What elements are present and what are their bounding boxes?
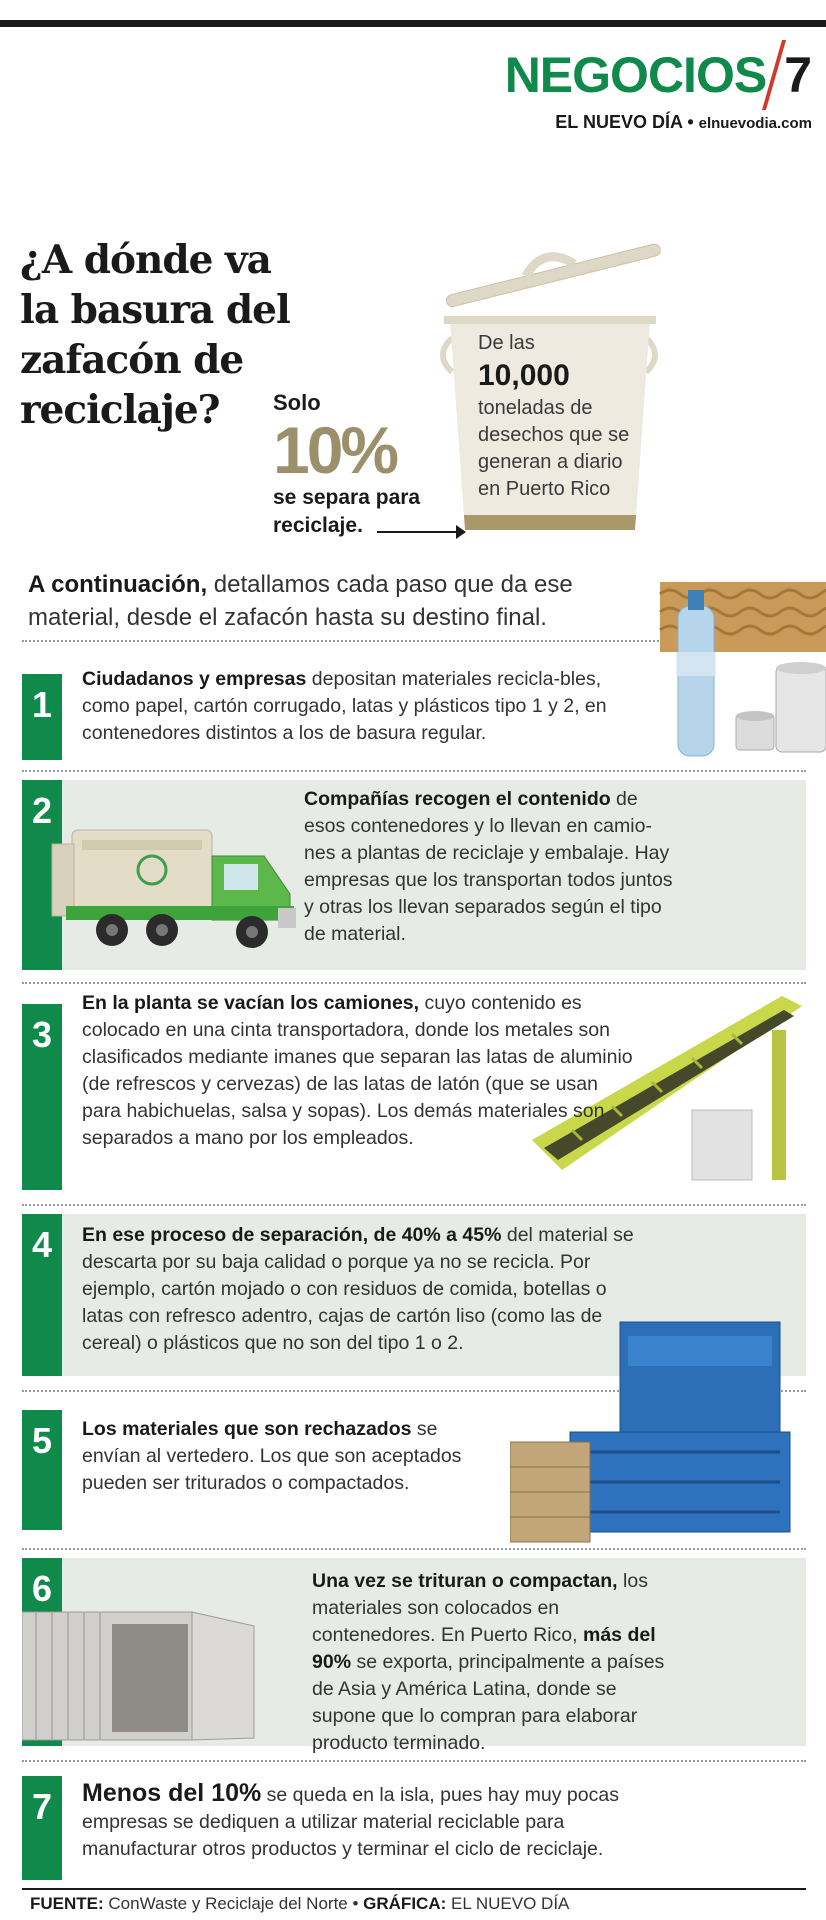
step-number: 4 [31,1224,53,1265]
step-number: 1 [31,684,53,725]
bin-pre: De las [478,332,535,354]
bin-caption [478,330,648,503]
step-1 [22,640,806,760]
step-body-2: se exporta, principalmente a países de Asia y América Latina, donde se supone que lo compran para elaborar producto terminado. [312,1651,665,1754]
stat-percent: 10% [273,413,397,487]
credits: FUENTE: ConWaste y Reciclaje del Norte • GRÁFICA: EL NUEVO DÍA [30,1894,570,1913]
step-text [82,1780,682,1863]
container-image [22,1606,292,1746]
step-bold: Menos del 10% [82,1779,262,1807]
step-number: 5 [31,1420,53,1461]
step-7 [22,1760,806,1882]
section-name: NEGOCIOS [504,47,767,103]
dotted-divider [22,1760,806,1762]
intro-text [28,568,628,634]
step-text [82,666,642,747]
headline: ¿A dónde va la basura del zafacón de reciclaje? [20,237,290,433]
step-text [82,990,642,1152]
step-badge [22,1004,62,1190]
step-bold: En la planta se vacían los camiones, [82,992,420,1014]
paper-name: EL NUEVO DÍA • elnuevodia.com [555,112,812,132]
recyclables-image [640,582,826,762]
step-text [82,1416,492,1497]
step-bold: Los materiales que son rechazados [82,1418,412,1440]
step-number: 6 [31,1568,53,1609]
truck-image [42,810,322,960]
step-2 [22,770,806,970]
step-number: 3 [31,1014,53,1055]
bin-post: toneladas de desechos que se generan a diario en Puerto Rico [478,397,630,500]
step-bold-2: más del 90% [312,1624,656,1673]
step-6 [22,1548,806,1754]
step-body: cuyo contenido es colocado en una cinta transportadora, donde los metales son clasificados mediante imanes que separan las latas de aluminio (de refrescos y cervezas) de las latas de latón (que se usan para habichuelas, salsa y sopas). Los demás materiales son separados a mano por los empleados. [82,992,633,1149]
grafica-label: GRÁFICA: [363,1894,447,1913]
top-rule [0,20,826,27]
footer-rule [22,1888,806,1890]
dotted-divider [22,1204,806,1206]
arrow-line [377,531,461,533]
stat-block [273,390,463,540]
grafica-text: EL NUEVO DÍA [446,1894,570,1913]
stat-line1: se separa para [273,486,421,509]
dotted-divider [22,1548,806,1550]
paper-site: elnuevodia.com [698,115,812,132]
baler-image [510,1312,798,1552]
step-badge [22,1214,62,1376]
step-body: de esos contenedores y lo llevan en camio-nes a plantas de reciclaje y embalaje. Hay empresas que los transportan todos juntos y otras los llevan separados según el tipo de material. [304,788,673,945]
step-bold: Una vez se trituran o compactan, [312,1570,618,1592]
step-badge [22,674,62,760]
stat-line2: reciclaje. [273,514,363,537]
intro-bold: A continuación, [28,571,208,598]
step-bold: Ciudadanos y empresas [82,668,307,690]
step-body: se envían al vertedero. Los que son aceptados pueden ser triturados o compactados. [82,1418,462,1494]
step-3 [22,982,806,1200]
page-number: 7 [784,47,812,103]
bin-tons: 10,000 [478,359,570,392]
step-number: 2 [31,790,53,831]
step-text [312,1568,682,1757]
step-body: depositan materiales recicla-bles, como papel, cartón corrugado, latas y plásticos tipo 1 y 2, en contenedores distintos a los de basura regular. [82,668,607,744]
step-body: se queda en la isla, pues hay muy pocas empresas se dediquen a utilizar material reciclable para manufacturar otros productos y terminar el ciclo de reciclaje. [82,1784,619,1860]
fuente-label: FUENTE: [30,1894,104,1913]
fuente-text: ConWaste y Reciclaje del Norte [103,1894,348,1913]
step-bold: En ese proceso de separación, de 40% a 45% [82,1224,502,1246]
step-body: los materiales son colocados en contenedores. En Puerto Rico, [312,1570,648,1646]
dotted-divider [22,982,806,984]
arrow-right-icon [456,525,466,539]
step-badge [22,1410,62,1530]
step-body: del material se descarta por su baja calidad o porque ya no se recicla. Por ejemplo, cartón mojado o con residuos de comida, botellas o latas con refresco adentro, cajas de cartón liso (como las de cereal) o plásticos que no son del tipo 1 o 2. [82,1224,634,1354]
intro-rest: detallamos cada paso que da ese material, desde el zafacón hasta su destino final. [28,571,573,631]
step-text [304,786,674,948]
step-bold: Compañías recogen el contenido [304,788,611,810]
stat-solo: Solo [273,390,321,415]
step-badge [22,1776,62,1880]
dotted-divider [22,770,806,772]
step-number: 7 [31,1786,53,1827]
page-header [505,40,812,133]
paper-title: EL NUEVO DÍA [555,112,683,132]
